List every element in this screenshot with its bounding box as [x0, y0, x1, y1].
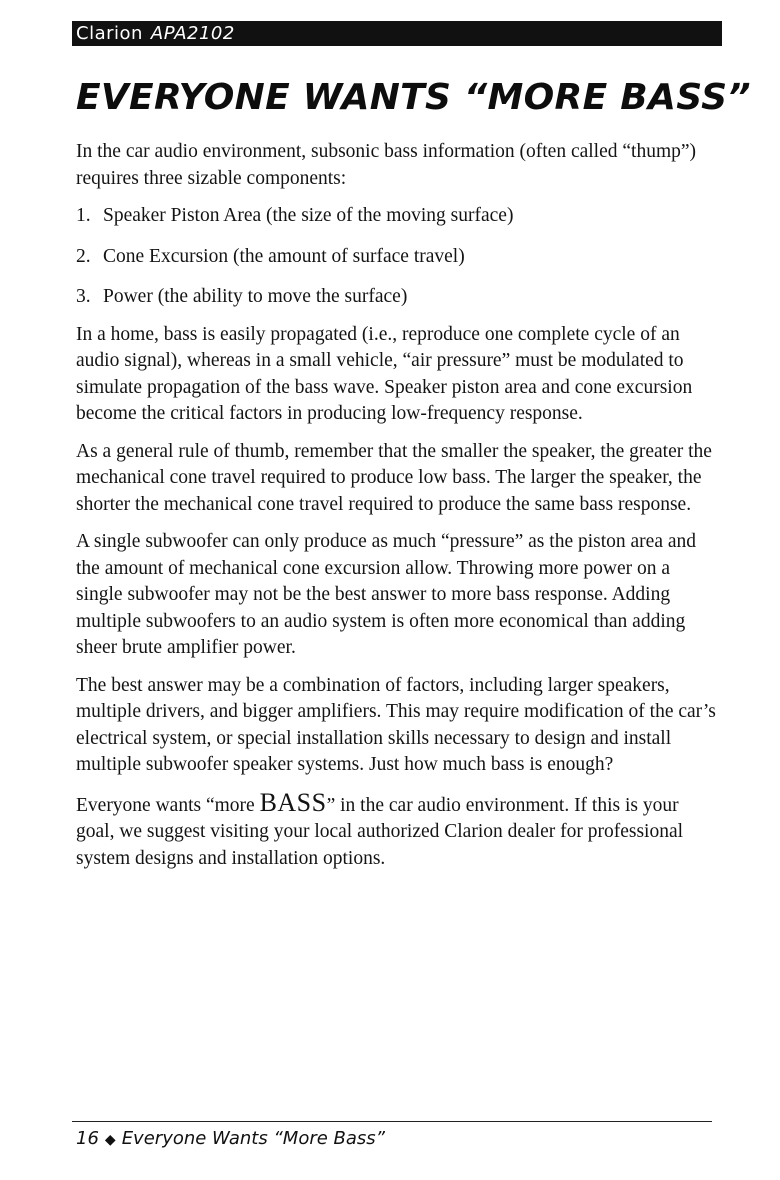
list-text: Cone Excursion (the amount of surface travel) — [103, 245, 465, 267]
paragraph-single-subwoofer: A single subwoofer can only produce as much “pressure” as the piston area and the amount of mechanical cone excursion allow. Throwing more power on a single subwoofer may not be the best answer to more bass response. Adding multiple subwoofers to an audio system is often more economical than adding sheer brute amplifier power. — [76, 531, 697, 658]
page-footer — [76, 1127, 385, 1152]
page-title: EVERYONE WANTS “MORE BASS” — [76, 77, 751, 118]
paragraph-rule-of-thumb: As a general rule of thumb, remember that the smaller the speaker, the greater the mechanical cone travel required to produce low bass. The larger the speaker, the shorter the mechanical cone travel required to produce the same bass response. — [76, 440, 712, 515]
footer-section-title: Everyone Wants “More Bass” — [121, 1128, 385, 1149]
list-text: Power (the ability to move the surface) — [103, 286, 408, 307]
paragraph-home-vs-vehicle: In a home, bass is easily propagated (i.e., reproduce one complete cycle of an audio signal), whereas in a small vehicle, “air pressure” must be modulated to simulate propagation of the bass wave. Speaker piston area and cone excursion become the critical factors in producing low-frequency response. — [76, 323, 693, 424]
list-text: Speaker Piston Area (the size of the moving surface) — [103, 205, 514, 226]
list-item — [76, 203, 716, 230]
list-item — [76, 284, 716, 311]
list-item — [76, 244, 716, 271]
running-header — [72, 21, 722, 46]
closing-text-end: ” in the car audio environment. If this is your goal, we suggest visiting your local authorized Clarion dealer for professional system designs and installation options. — [76, 794, 684, 869]
list-number: 2. — [76, 245, 91, 267]
closing-text-start: Everyone wants “more — [76, 794, 260, 816]
intro-paragraph: In the car audio environment, subsonic bass information (often called “thump”) requires three sizable components: — [76, 141, 697, 189]
list-number: 1. — [76, 205, 91, 226]
bass-emphasis: BASS — [259, 787, 327, 817]
paragraph-best-answer: The best answer may be a combination of factors, including larger speakers, multiple drivers, and bigger amplifiers. This may require modification of the car’s electrical system, or special installation skills necessary to design and install multiple subwoofer speaker systems. Just how much bass is enough? — [76, 674, 716, 775]
brand-name: Clarion — [76, 23, 143, 44]
footer-divider — [72, 1121, 712, 1122]
list-number: 3. — [76, 286, 91, 307]
body-text — [76, 139, 716, 883]
page-number: 16 — [76, 1128, 99, 1149]
diamond-bullet-icon: ◆ — [104, 1132, 116, 1148]
closing-paragraph — [76, 787, 716, 873]
model-number: APA2102 — [150, 23, 235, 44]
component-list — [76, 203, 716, 311]
